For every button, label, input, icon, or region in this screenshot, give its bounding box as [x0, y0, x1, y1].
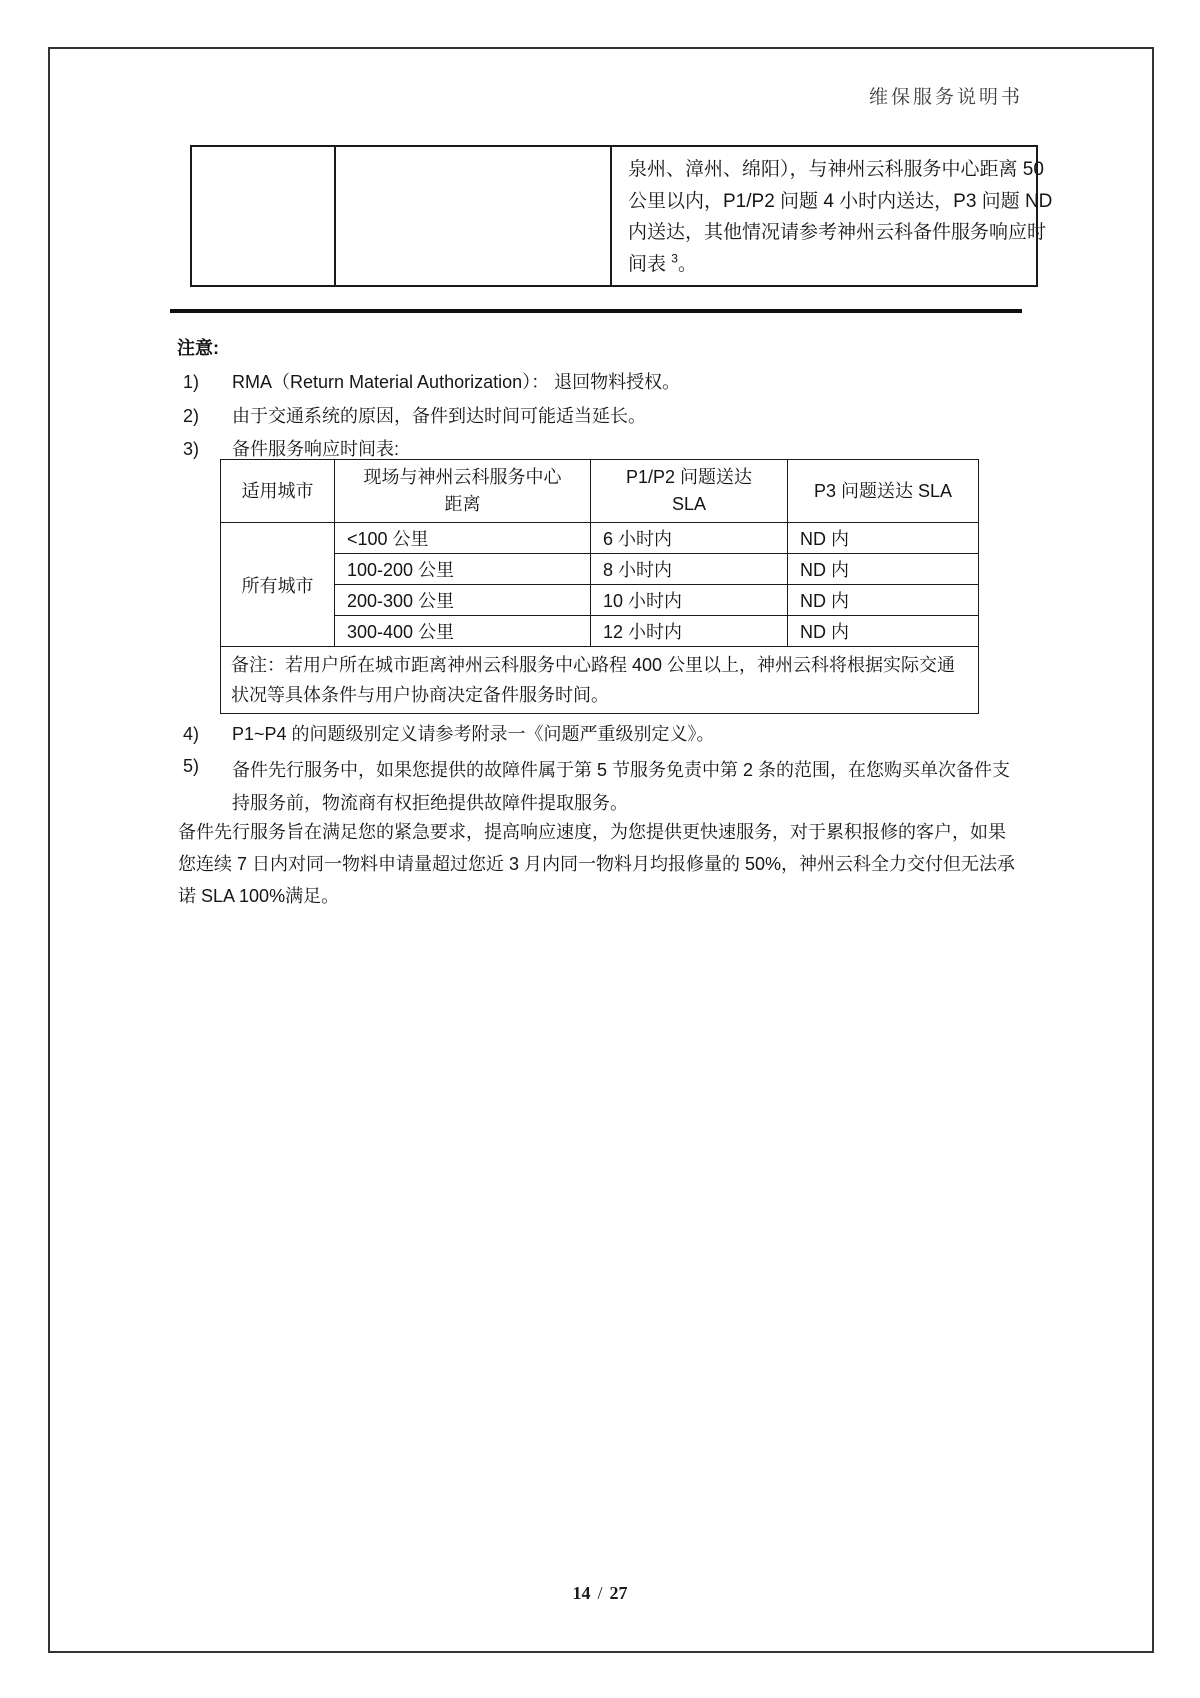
column-header-distance — [335, 460, 591, 523]
item-marker: 5) — [183, 756, 200, 776]
cell-p3-sla: ND 内 — [788, 523, 979, 554]
column-header-city: 适用城市 — [221, 460, 335, 523]
table-row — [191, 146, 1037, 286]
cell-text-prefix: 间表 — [628, 253, 672, 275]
cell-p3-sla: ND 内 — [788, 585, 979, 616]
header-line: 距离 — [444, 494, 481, 514]
note-item-5 — [183, 754, 1010, 820]
cell-distance: 100-200 公里 — [335, 554, 591, 585]
column-header-p12-sla — [591, 460, 788, 523]
item-marker: 3) — [183, 439, 200, 459]
header-title: 维保服务说明书 — [868, 87, 1023, 108]
footer-page-current: 14 — [572, 1583, 591, 1603]
continuation-table — [190, 145, 1053, 287]
empty-cell-1 — [191, 146, 335, 286]
item-text: 由于交通系统的原因，备件到达时间可能适当延长。 — [232, 406, 646, 426]
note-item-2 — [183, 404, 646, 428]
header-line: 现场与神州云科服务中心 — [363, 467, 562, 487]
closing-paragraph — [178, 816, 1015, 912]
cell-text-line — [628, 249, 1024, 281]
cell-p12-sla: 8 小时内 — [591, 554, 788, 585]
column-header-p3-sla: P3 问题送达 SLA — [788, 460, 979, 523]
item-text: RMA（Return Material Authorization）： 退回物料授权。 — [232, 372, 681, 392]
table-note-row — [221, 647, 979, 714]
cell-p12-sla: 6 小时内 — [591, 523, 788, 554]
cell-distance: 300-400 公里 — [335, 616, 591, 647]
table-header-row — [221, 460, 979, 523]
item-marker: 4) — [183, 724, 200, 744]
note-item-4 — [183, 722, 715, 746]
item-marker: 2) — [183, 406, 200, 426]
cell-distance: <100 公里 — [335, 523, 591, 554]
cell-city: 所有城市 — [221, 523, 335, 647]
spare-parts-delivery-cell — [611, 146, 1053, 286]
item-text: 备件服务响应时间表: — [232, 439, 400, 459]
item-text-line: 备件先行服务中，如果您提供的故障件属于第 5 节服务免责中第 2 条的范围，在您购买单次备件支 — [232, 760, 1011, 780]
section-divider — [170, 309, 1022, 313]
footer-separator: / — [597, 1583, 603, 1603]
footer-page-total: 27 — [609, 1583, 628, 1603]
header-line: SLA — [671, 494, 707, 514]
response-time-table — [220, 459, 979, 714]
paragraph-line: 诺 SLA 100%满足。 — [178, 886, 340, 906]
cell-distance: 200-300 公里 — [335, 585, 591, 616]
table-row — [221, 554, 979, 585]
cell-p12-sla: 12 小时内 — [591, 616, 788, 647]
page-footer — [0, 1583, 1200, 1604]
table-row — [221, 523, 979, 554]
paragraph-line: 备件先行服务旨在满足您的紧急要求，提高响应速度，为您提供更快速服务，对于累积报修的客户，如果 — [178, 822, 1006, 842]
cell-text-suffix: 。 — [677, 253, 697, 275]
cell-text-line: 内送达，其他情况请参考神州云科备件服务响应时 — [628, 222, 1047, 243]
table-row — [221, 616, 979, 647]
item-marker: 1) — [183, 372, 200, 392]
cell-p12-sla: 10 小时内 — [591, 585, 788, 616]
note-line: 备注：若用户所在城市距离神州云科服务中心路程 400 公里以上，神州云科将根据实际交通 — [231, 655, 956, 675]
notice-heading: 注意: — [177, 338, 219, 358]
cell-text-line: 泉州、漳州、绵阳），与神州云科服务中心距离 50 — [628, 159, 1044, 180]
empty-cell-2 — [335, 146, 611, 286]
table-row — [221, 585, 979, 616]
item-text: P1~P4 的问题级别定义请参考附录一《问题严重级别定义》。 — [232, 724, 715, 744]
page-header — [869, 82, 1023, 109]
cell-p3-sla: ND 内 — [788, 554, 979, 585]
footnote-ref: 3 — [671, 251, 678, 266]
note-item-3 — [183, 437, 399, 461]
note-item-1 — [183, 370, 680, 394]
item-text — [232, 754, 1010, 820]
note-line: 状况等具体条件与用户协商决定备件服务时间。 — [231, 685, 609, 705]
table-note — [221, 647, 979, 714]
cell-text-line: 公里以内，P1/P2 问题 4 小时内送达，P3 问题 ND — [628, 190, 1053, 212]
paragraph-line: 您连续 7 日内对同一物料申请量超过您近 3 月内同一物料月均报修量的 50%，神州云科全力交付但无法承 — [178, 854, 1016, 874]
item-text-line: 持服务前，物流商有权拒绝提供故障件提取服务。 — [232, 793, 628, 813]
cell-p3-sla: ND 内 — [788, 616, 979, 647]
header-line: P1/P2 问题送达 — [625, 467, 753, 487]
